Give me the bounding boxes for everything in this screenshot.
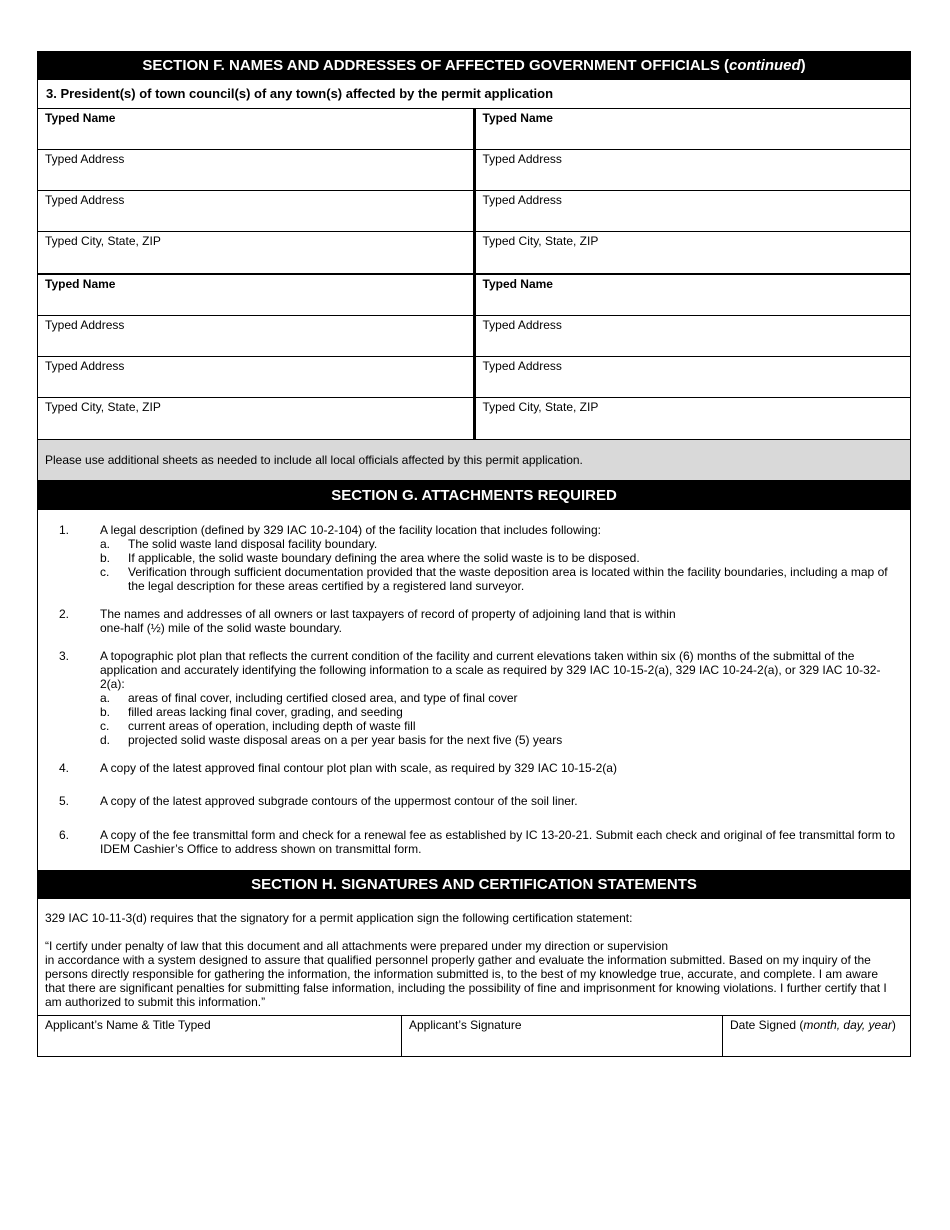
sub-text: areas of final cover, including certified closed area, and type of final cover <box>128 691 518 705</box>
typed-address-field[interactable] <box>476 316 911 357</box>
typed-name-field[interactable] <box>476 109 911 150</box>
section-f-body <box>37 80 911 440</box>
sub-letter: c. <box>100 565 110 579</box>
typed-name-label: Typed Name <box>482 111 553 125</box>
attachment-item <box>38 523 900 593</box>
sub-letter: b. <box>100 551 111 565</box>
sub-item <box>100 691 900 705</box>
item-number: 6. <box>59 828 70 842</box>
typed-city-label: Typed City, State, ZIP <box>482 234 599 248</box>
attachments-list <box>37 510 911 870</box>
typed-address-label: Typed Address <box>45 359 125 373</box>
sub-text: current areas of operation, including depth of waste fill <box>128 719 416 733</box>
typed-city-state-zip-field[interactable] <box>476 398 911 439</box>
section-g-header: SECTION G. ATTACHMENTS REQUIRED <box>37 481 911 510</box>
typed-name-label: Typed Name <box>45 111 116 125</box>
permit-form <box>37 51 911 1057</box>
date-signed-close: ) <box>891 1018 896 1032</box>
section-f-title-italic: continued <box>729 57 801 74</box>
typed-city-label: Typed City, State, ZIP <box>482 400 599 414</box>
cert-statement <box>45 939 900 1009</box>
date-signed-field[interactable] <box>722 1016 910 1056</box>
item-number: 4. <box>59 761 70 775</box>
typed-address-label: Typed Address <box>45 193 125 207</box>
sub-text: If applicable, the solid waste boundary defining the area where the solid waste is to be disposed. <box>128 551 640 565</box>
sub-letter: d. <box>100 733 111 747</box>
question-3: 3. President(s) of town council(s) of any town(s) affected by the permit application <box>38 80 910 109</box>
typed-address-label: Typed Address <box>45 318 125 332</box>
typed-address-field[interactable] <box>476 191 911 232</box>
sub-letter: c. <box>100 719 110 733</box>
certification-text <box>38 899 910 1015</box>
typed-address-field[interactable] <box>476 150 911 191</box>
applicant-name-field[interactable] <box>38 1016 401 1056</box>
sub-letter: a. <box>100 537 111 551</box>
sub-text: Verification through sufficient documentation provided that the waste deposition area is located within the facility boundaries, including a map of the legal description for these areas certified by a registered land surveyor. <box>128 565 888 593</box>
official-4 <box>476 275 911 439</box>
typed-address-label: Typed Address <box>482 193 562 207</box>
section-f-title: SECTION F. NAMES AND ADDRESSES OF AFFECTED GOVERNMENT OFFICIALS ( <box>142 57 729 74</box>
date-signed-format: month, day, year <box>803 1018 892 1032</box>
item-number: 1. <box>59 523 70 537</box>
cert-statement-line1: “I certify under penalty of law that this document and all attachments were prepared under my direction or supervision <box>45 939 668 953</box>
typed-address-label: Typed Address <box>45 152 125 166</box>
typed-name-field[interactable] <box>476 275 911 316</box>
item-number: 5. <box>59 794 70 808</box>
typed-city-label: Typed City, State, ZIP <box>45 234 161 248</box>
attachment-item <box>38 761 900 775</box>
cert-intro: 329 IAC 10-11-3(d) requires that the signatory for a permit application sign the following certification statement: <box>45 911 633 925</box>
additional-sheets-note: Please use additional sheets as needed to include all local officials affected by this permit application. <box>37 440 911 481</box>
typed-name-label: Typed Name <box>482 277 553 291</box>
attachment-item <box>38 607 900 635</box>
cert-statement-rest: in accordance with a system designed to assure that qualified personnel properly gather and evaluate the information submitted. Based on my inquiry of the persons directly responsible for gathering the information, the information submitted is, to the best of my knowledge true, accurate, and complete. I am aware that there are significant penalties for submitting false information, including the possibility of fine and imprisonment for knowing violations. I further certify that I am authorized to submit this information.” <box>45 953 887 1009</box>
sub-item <box>100 551 900 565</box>
attachment-item <box>38 794 900 808</box>
sub-letter: b. <box>100 705 111 719</box>
official-3 <box>38 275 476 439</box>
typed-city-label: Typed City, State, ZIP <box>45 400 161 414</box>
item-text-continued: one-half (½) mile of the solid waste boundary. <box>100 621 342 635</box>
applicant-signature-field[interactable] <box>401 1016 722 1056</box>
sub-text: filled areas lacking final cover, grading, and seeding <box>128 705 403 719</box>
item-text: A copy of the fee transmittal form and check for a renewal fee as established by IC 13-20-21. Submit each check and original of fee transmittal form to IDEM Cashier’s Office to address shown on transmittal form. <box>100 828 896 856</box>
official-block-2 <box>38 275 910 440</box>
item-number: 2. <box>59 607 70 621</box>
item-text: A topographic plot plan that reflects the current condition of the facility and current elevations taken within six (6) months of the submittal of the application and accurately identifying the following information to a scale as required by 329 IAC 10-15-2(a), 329 IAC 10-24-2(a), or 329 IAC 10-32-2(a): <box>100 649 881 691</box>
sub-item <box>100 705 900 719</box>
item-number: 3. <box>59 649 70 663</box>
item-text: A legal description (defined by 329 IAC 10-2-104) of the facility location that includes following: <box>100 523 601 537</box>
typed-address-field[interactable] <box>38 357 473 398</box>
typed-address-label: Typed Address <box>482 152 562 166</box>
official-1 <box>38 109 476 273</box>
official-2 <box>476 109 911 273</box>
typed-name-field[interactable] <box>38 275 473 316</box>
sub-text: projected solid waste disposal areas on a per year basis for the next five (5) years <box>128 733 563 747</box>
attachment-item <box>38 828 900 856</box>
typed-name-label: Typed Name <box>45 277 116 291</box>
item-text: The names and addresses of all owners or last taxpayers of record of property of adjoining land that is within <box>100 607 676 621</box>
item-text: A copy of the latest approved subgrade contours of the uppermost contour of the soil liner. <box>100 794 578 808</box>
typed-address-field[interactable] <box>476 357 911 398</box>
section-f-header <box>37 51 911 80</box>
sub-item <box>100 719 900 733</box>
sub-letter: a. <box>100 691 111 705</box>
sub-text: The solid waste land disposal facility boundary. <box>128 537 378 551</box>
attachment-item <box>38 649 900 747</box>
typed-city-state-zip-field[interactable] <box>38 232 473 273</box>
typed-address-label: Typed Address <box>482 359 562 373</box>
section-h-body <box>37 899 911 1057</box>
section-f-title-close: ) <box>800 57 806 74</box>
sub-item <box>100 537 900 551</box>
typed-address-field[interactable] <box>38 316 473 357</box>
item-text: A copy of the latest approved final contour plot plan with scale, as required by 329 IAC 10-15-2(a) <box>100 761 617 775</box>
section-h-header: SECTION H. SIGNATURES AND CERTIFICATION STATEMENTS <box>37 870 911 899</box>
applicant-name-label: Applicant’s Name & Title Typed <box>45 1018 211 1032</box>
typed-address-field[interactable] <box>38 150 473 191</box>
typed-address-label: Typed Address <box>482 318 562 332</box>
sub-item <box>100 733 900 747</box>
date-signed-label: Date Signed ( <box>730 1018 804 1032</box>
applicant-signature-label: Applicant’s Signature <box>409 1018 522 1032</box>
typed-city-state-zip-field[interactable] <box>476 232 911 273</box>
official-block-1 <box>38 109 910 275</box>
typed-city-state-zip-field[interactable] <box>38 398 473 439</box>
typed-address-field[interactable] <box>38 191 473 232</box>
sub-item <box>100 565 900 593</box>
signature-row <box>38 1015 910 1057</box>
typed-name-field[interactable] <box>38 109 473 150</box>
